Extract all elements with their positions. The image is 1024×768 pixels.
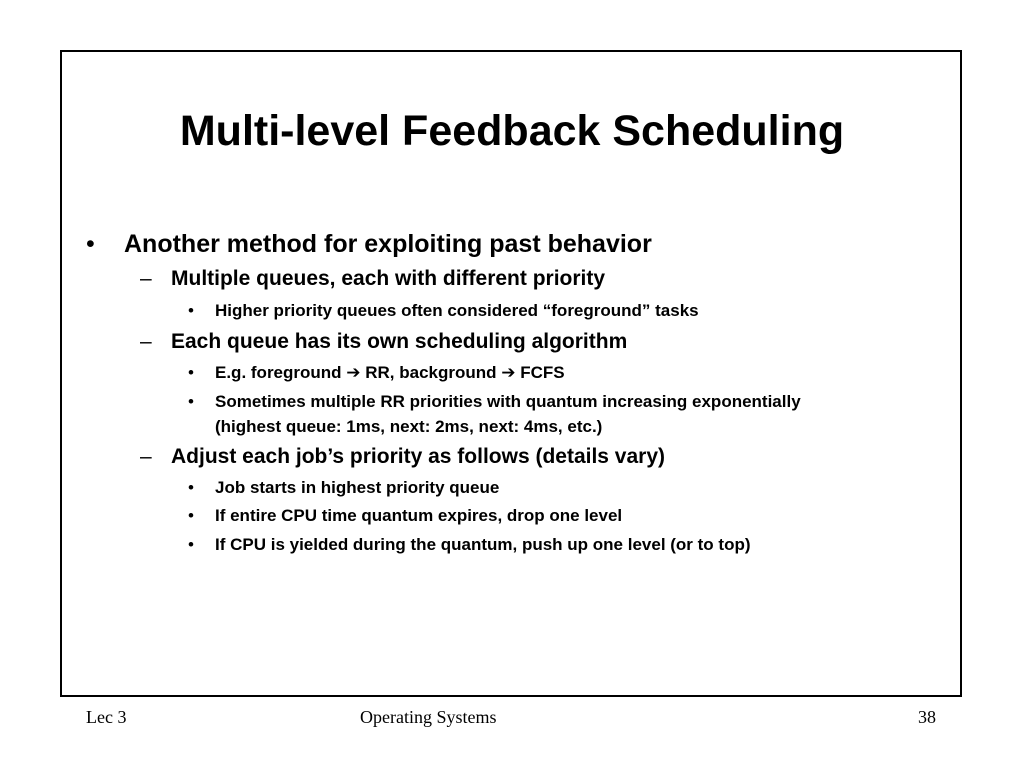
footer-course: Operating Systems [360, 707, 497, 727]
bullet-marker: • [188, 535, 194, 554]
sub-point-adjust: Adjust each job’s priority as follows (details vary) [171, 445, 666, 468]
bullet-marker: • [188, 506, 194, 525]
bullet-marker: • [188, 301, 194, 320]
dash-marker: – [140, 267, 152, 290]
sub-point-algorithm: Each queue has its own scheduling algorithm [171, 330, 628, 353]
footer-page-number: 38 [918, 707, 936, 727]
bullet-marker: • [188, 363, 194, 382]
detail-item: If entire CPU time quantum expires, drop one level [215, 506, 623, 525]
bullet-marker: • [86, 230, 95, 258]
detail-item-continuation: (highest queue: 1ms, next: 2ms, next: 4ms, etc.) [215, 417, 603, 436]
bullet-marker: • [188, 478, 194, 497]
detail-item: Higher priority queues often considered “foreground” tasks [215, 301, 699, 320]
slide-title: Multi-level Feedback Scheduling [179, 107, 845, 155]
dash-marker: – [140, 330, 152, 353]
sub-point-queues: Multiple queues, each with different priority [171, 267, 606, 290]
bullet-marker: • [188, 392, 194, 411]
detail-item: E.g. foreground ➔ RR, background ➔ FCFS [215, 363, 565, 382]
detail-item: Sometimes multiple RR priorities with quantum increasing exponentially [215, 392, 801, 411]
footer-lecture: Lec 3 [86, 707, 127, 727]
main-point: Another method for exploiting past behavior [124, 230, 652, 258]
dash-marker: – [140, 445, 152, 468]
detail-item: If CPU is yielded during the quantum, push up one level (or to top) [215, 535, 751, 554]
detail-item: Job starts in highest priority queue [215, 478, 500, 497]
